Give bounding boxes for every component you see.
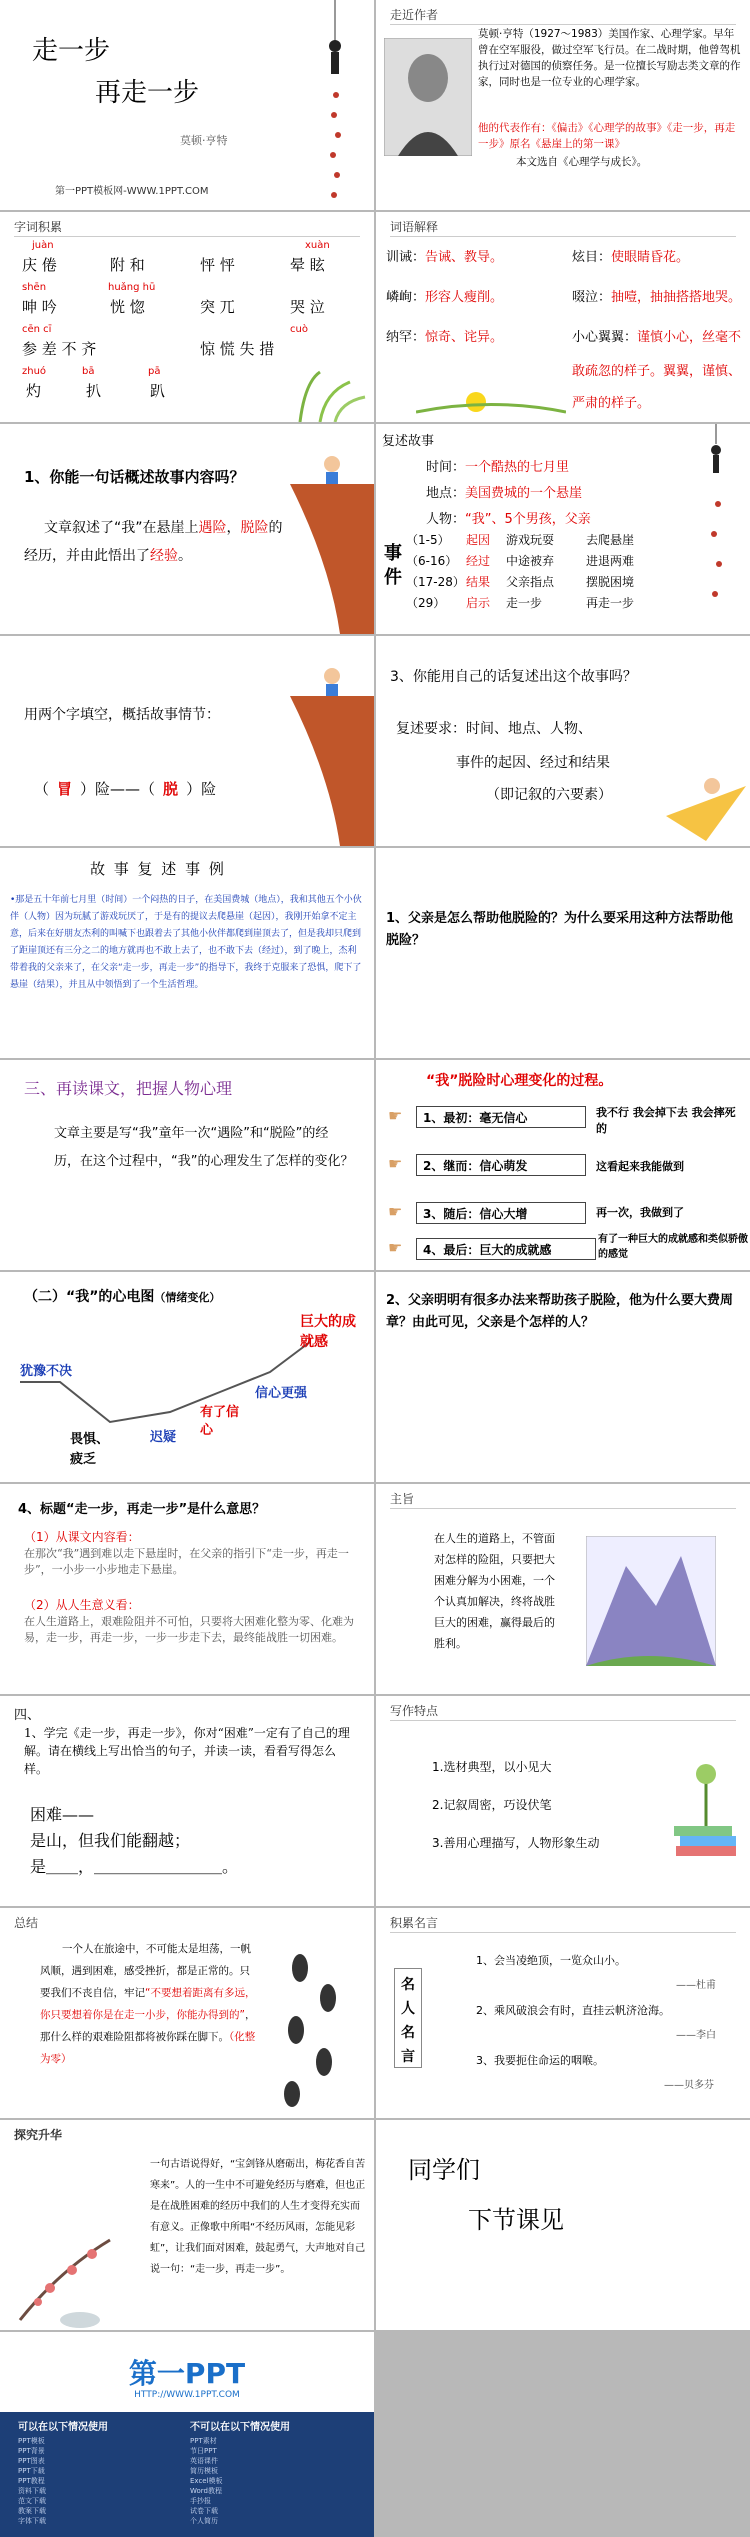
pinyin: huǎng hū [108,282,156,293]
requirement: 事件的起因、经过和结果 [456,755,610,771]
plum-blossom-illustration [10,2230,120,2330]
quotes-badge: 名人名言 [394,1968,422,2068]
section-heading: 四、 [14,1708,41,1723]
term-def: 谨慎小心，丝毫不 [637,330,742,345]
slide-fill-blank [0,636,374,846]
hand-icon: ☛ [388,1106,403,1125]
goodbye-line2: 下节课见 [468,2206,564,2234]
section-heading: 探究升华 [14,2128,63,2142]
template-footer: 第一PPT模板网-WWW.1PPT.COM [55,186,209,197]
term: 嶙峋： [386,290,426,305]
story-place: 美国费城的一个悬崖 [465,486,583,501]
cliff-boy-illustration [270,444,374,634]
section-heading: 走近作者 [390,8,439,22]
vocab-word: 庆 倦 [22,256,57,274]
section-heading: 写作特点 [390,1704,439,1718]
usage-denied-title: 不可以在以下情况使用 [190,2422,290,2433]
ecg-label: 犹豫不决 [20,1364,73,1379]
term-def-cont: 严肃的样子。 [572,396,651,411]
term: 训诫： [386,250,426,265]
paper-plane-icon [666,746,746,846]
story-time: 一个酷热的七月里 [465,460,570,475]
quote-text: 1、会当凌绝顶，一览众山小。 [476,1954,626,1967]
term: 小心翼翼： [572,330,638,345]
vocab-word: 怦 怦 [200,256,235,274]
answer-body: 在那次“我”遇到难以走下悬崖时，在父亲的指引下“走一步，再走一步”，一小步一小步地走下悬崖。 [24,1547,349,1576]
practice-body: 1、学完《走一步，再走一步》，你对“困难”一定有了自己的理解。请在横线上写出恰当的句子，并读一读，看看写得怎么样。 [24,1726,350,1776]
ecg-label: 有了信心 [200,1405,240,1438]
pinyin: zhuó [22,366,47,377]
answer-heading: （1）从课文内容看： [24,1530,140,1544]
explore-body: 一句古语说得好，“宝剑锋从磨砺出，梅花香自苦寒来”。人的一生中不可避免经历与磨难，但也正是在战胜困难的经历中我们的人生才变得充实而有意义。正像歌中所唱“不经历风雨，怎能见彩虹”，让我们面对困难，鼓起勇气，大声地对自己说一句：“走一步，再走一步”。 [150,2159,366,2275]
usage-denied-list: PPT素材 节日PPT 英语课件 简历模板 Excel模板 Word教程 手抄报 试卷下载 个人简历 [190,2437,223,2525]
pinyin: cuò [290,324,308,335]
slide-word-meaning [376,212,750,422]
event-label: 事件 [384,543,402,588]
answer-body: 在人生道路上，艰难险阻并不可怕，只要将大困难化整为零、化难为易，走一步，再走一步，一步一步走下去，最终能战胜一切困难。 [24,1615,354,1644]
summary-body: 一个人在旅途中，不可能太是坦荡，一帆风顺，遇到困难，感受挫折，都是正常的。只要我们不丧自信，牢记“不要想着距离有多远，你只要想着你是在走一小步，你能办得到的”，那什么样的艰难险阻都将被你踩在脚下。（化整为零） [40,1943,256,2065]
step-box: 2、继而：信心萌发 [416,1154,586,1176]
slide-explore [0,2120,374,2330]
pinyin: pā [148,366,161,377]
example-body: •那是五十年前七月里（时间）一个闷热的日子，在美国费城（地点），我和其他五个小伙伴（人物）因为玩腻了游戏玩厌了，于是有的提议去爬悬崖（起因），我刚开始拿不定主意，后来在好朋友杰利的叫喊下也跟着去了其他小伙伴都爬到崖顶去了，但是我却只爬到了距崖顶还有三分之二的地方就再也不敢上去了，也不敢下去（经过），到了晚上，杰利带着我的父亲来了，在父亲“走一步，再走一步”的指导下，我终于克服来了恐惧，爬下了悬崖（结果），并且从中领悟到了一个生活哲理。 [10,895,362,990]
vocab-word: 扒 [86,382,102,400]
pinyin: bā [82,366,95,377]
term-def: 形容人瘦削。 [425,290,504,305]
sunrise-decoration-icon [416,362,566,422]
slide-retell-example [0,848,374,1058]
step-box: 1、最初：毫无信心 [416,1106,586,1128]
slide-q1 [0,424,374,634]
question: 4、标题“走一步，再走一步”是什么意思？ [18,1502,266,1517]
section-body: 文章主要是写“我”童年一次“遇险”和“脱险”的经历，在这个过程中，“我”的心理发生了怎样的变化？ [54,1126,354,1169]
ecg-label: 信心更强 [255,1386,308,1401]
quote-text: 3、我要扼住命运的咽喉。 [476,2054,604,2067]
ecg-title: （二）“我”的心电图 [24,1289,155,1305]
requirement: （即记叙的六要素） [486,787,612,803]
writing-point: 3.善用心理描写，人物形象生动 [432,1836,600,1850]
section-heading: 复述故事 [382,434,435,449]
fill-answer: （ 冒 ）险——（ 脱 ）险 [34,780,217,798]
section-heading: 词语解释 [390,220,439,234]
event-table: （1-5） 起因 游戏玩耍 去爬悬崖 （6-16） 经过 中途被弃 进退两难 （17-28）结果 父亲指点 摆脱困境 （29） 启示 走一步 再走一步 [406,533,635,610]
books-plant-illustration [666,1756,746,1876]
slide-author [376,0,750,210]
pinyin: cēn cī [22,324,52,335]
slide-quotes [376,1908,750,2118]
story-people: “我”、5个男孩，父亲 [465,512,591,527]
figure-illustration [300,0,370,210]
author-intro: 莫顿·亨特（1927～1983）美国作家、心理学家。早年曾在空军服役，做过空军飞行员。在二战时期，他曾驾机执行过对德国的侦察任务。是一位擅长写励志类文章的作家，同时也是一位专业的心理学家。 [478,28,741,88]
vocab-word: 晕 眩 [290,256,325,274]
slide-summary [0,1908,374,2118]
term: 啜泣： [572,290,612,305]
goodbye-line1: 同学们 [408,2156,480,2184]
usage-allowed-list: PPT模板 PPT背景 PPT图表 PPT下载 PPT教程 资料下载 范文下载 教案下载 字体下载 [18,2437,46,2525]
question: 2、父亲明明有很多办法来帮助孩子脱险，他为什么要大费周章？由此可见，父亲是个怎样的人？ [386,1293,734,1330]
section-heading: 主旨 [390,1492,415,1506]
slide-q-father2 [376,1272,750,1482]
step-note: 我不行 我会掉下去 我会摔死的 [596,1106,736,1135]
vocab-word: 参 差 不 齐 [22,340,97,358]
cliff-boy-illustration [270,656,374,846]
vocab-word: 灼 [26,382,42,400]
theme-body: 在人生的道路上，不管面对怎样的险阻，只要把大困难分解为小困难，一个个认真加解决，终将战胜巨大的困难，赢得最后的胜利。 [434,1532,555,1650]
vocab-word: 呻 吟 [22,298,57,316]
grass-decoration-icon [280,362,370,422]
practice-line: 是山，但我们能翻越； [30,1831,191,1850]
author-works: 他的代表作有：《偏击》《心理学的故事》《走一步，再走一步》原名《悬崖上的第一课》 [478,122,736,150]
step-box: 4、最后：巨大的成就感 [416,1238,596,1260]
step-box: 3、随后：信心大增 [416,1202,586,1224]
hand-icon: ☛ [388,1154,403,1173]
question: 1、你能一句话概述故事内容吗？ [24,468,245,486]
author-portrait [384,38,472,156]
logo-url: HTTP://WWW.1PPT.COM [134,2390,240,2400]
writing-point: 1.选材典型，以小见大 [432,1760,552,1774]
quote-author: ——杜甫 [676,1980,716,1991]
answer: 文章叙述了“我”在悬崖上遇险，脱险的经历，并由此悟出了经验。 [24,520,283,564]
question: 3、你能用自己的话复述出这个故事吗？ [390,669,637,685]
vocab-word: 突 兀 [200,298,235,316]
mountain-climb-illustration [586,1536,716,1666]
section-title: 三、再读课文，把握人物心理 [24,1079,233,1098]
vocab-word: 趴 [150,382,166,400]
quote-author: ——贝多芬 [664,2080,714,2091]
slide-writing [376,1696,750,1906]
slide-goodbye [376,2120,750,2330]
step-note: 这看起来我能做到 [596,1160,684,1173]
term-def: 使眼睛昏花。 [611,250,690,265]
section-heading: 积累名言 [390,1916,439,1930]
term-def: 告诫、教导。 [425,250,504,265]
quote-text: 2、乘风破浪会有时，直挂云帆济沧海。 [476,2004,670,2017]
hand-icon: ☛ [388,1238,403,1257]
slide-ecg [0,1272,374,1482]
prompt: 用两个字填空，概括故事情节： [24,707,220,723]
hand-icon: ☛ [388,1202,403,1221]
logo: 第一PPT [128,2357,246,2390]
requirement: 复述要求：时间、地点、人物、 [396,721,592,737]
practice-line: 困难—— [30,1805,95,1824]
quote-author: ——李白 [676,2030,716,2041]
footprints-icon [270,1948,370,2108]
vocab-word: 哭 泣 [290,298,325,316]
title-line1: 走一步 [32,36,111,66]
term-def-cont: 敢疏忽的样子。翼翼，谨慎、 [572,364,742,379]
text-source: 本文选自《心理学与成长》。 [516,156,648,168]
author-name: 莫顿·亨特 [180,134,228,147]
step-note: 有了一种巨大的成就感和类似骄傲的感觉 [598,1234,748,1260]
vocab-word: 恍 惚 [110,298,145,316]
ecg-label: 巨大的成就感 [300,1314,356,1350]
pinyin: juàn [32,240,54,251]
pinyin: xuàn [305,240,330,251]
slide-title [0,0,374,210]
slide-theme [376,1484,750,1694]
slide-q3 [376,636,750,846]
slide-practice [0,1696,374,1906]
term-def: 抽噎，抽抽搭搭地哭。 [611,290,742,305]
vocab-word: 惊 慌 失 措 [200,340,275,358]
slide-reread [0,1060,374,1270]
figure-illustration [686,424,746,634]
ecg-label: 迟疑 [150,1430,177,1445]
usage-allowed-title: 可以在以下情况使用 [18,2422,108,2433]
mind-title: “我”脱险时心理变化的过程。 [426,1073,613,1089]
section-heading: 字词积累 [14,220,63,234]
question: 1、父亲是怎么帮助他脱险的？为什么要采用这种方法帮助他脱险？ [386,911,734,948]
term-def: 惊奇、诧异。 [425,330,504,345]
example-title: 故 事 复 述 事 例 [90,860,226,878]
pinyin: shēn [22,282,47,293]
ecg-label: 畏惧、疲乏 [70,1432,110,1467]
title-line2: 再走一步 [95,78,200,108]
ecg-subtitle: （情绪变化） [154,1291,221,1304]
slide-vocab [0,212,374,422]
term: 炫目： [572,250,612,265]
writing-point: 2.记叙周密，巧设伏笔 [432,1798,552,1812]
vocab-word: 附 和 [110,256,145,274]
slide-q-father [376,848,750,1058]
term: 纳罕： [386,330,426,345]
slide-title-meaning [0,1484,374,1694]
answer-heading: （2）从人生意义看： [24,1598,140,1612]
practice-blank-line: 是＿＿，＿＿＿＿＿＿＿＿。 [30,1857,239,1876]
section-heading: 总结 [14,1916,39,1930]
slide-template-info [0,2332,374,2537]
slide-retell: 复述故事 时间：一个酷热的七月里 地点：美国费城的一个悬崖 人物：“我”、5个男孩，父亲 事件 （1-5） 起因 游戏玩耍 去爬悬崖 （6-16） 经过 中途被弃 进退两难 （17-28）结果 父亲指点 摆脱困境 （29） 启示 走一步 再走一步 [376,424,750,634]
step-note: 再一次，我做到了 [596,1206,684,1219]
slide-mind-change [376,1060,750,1270]
